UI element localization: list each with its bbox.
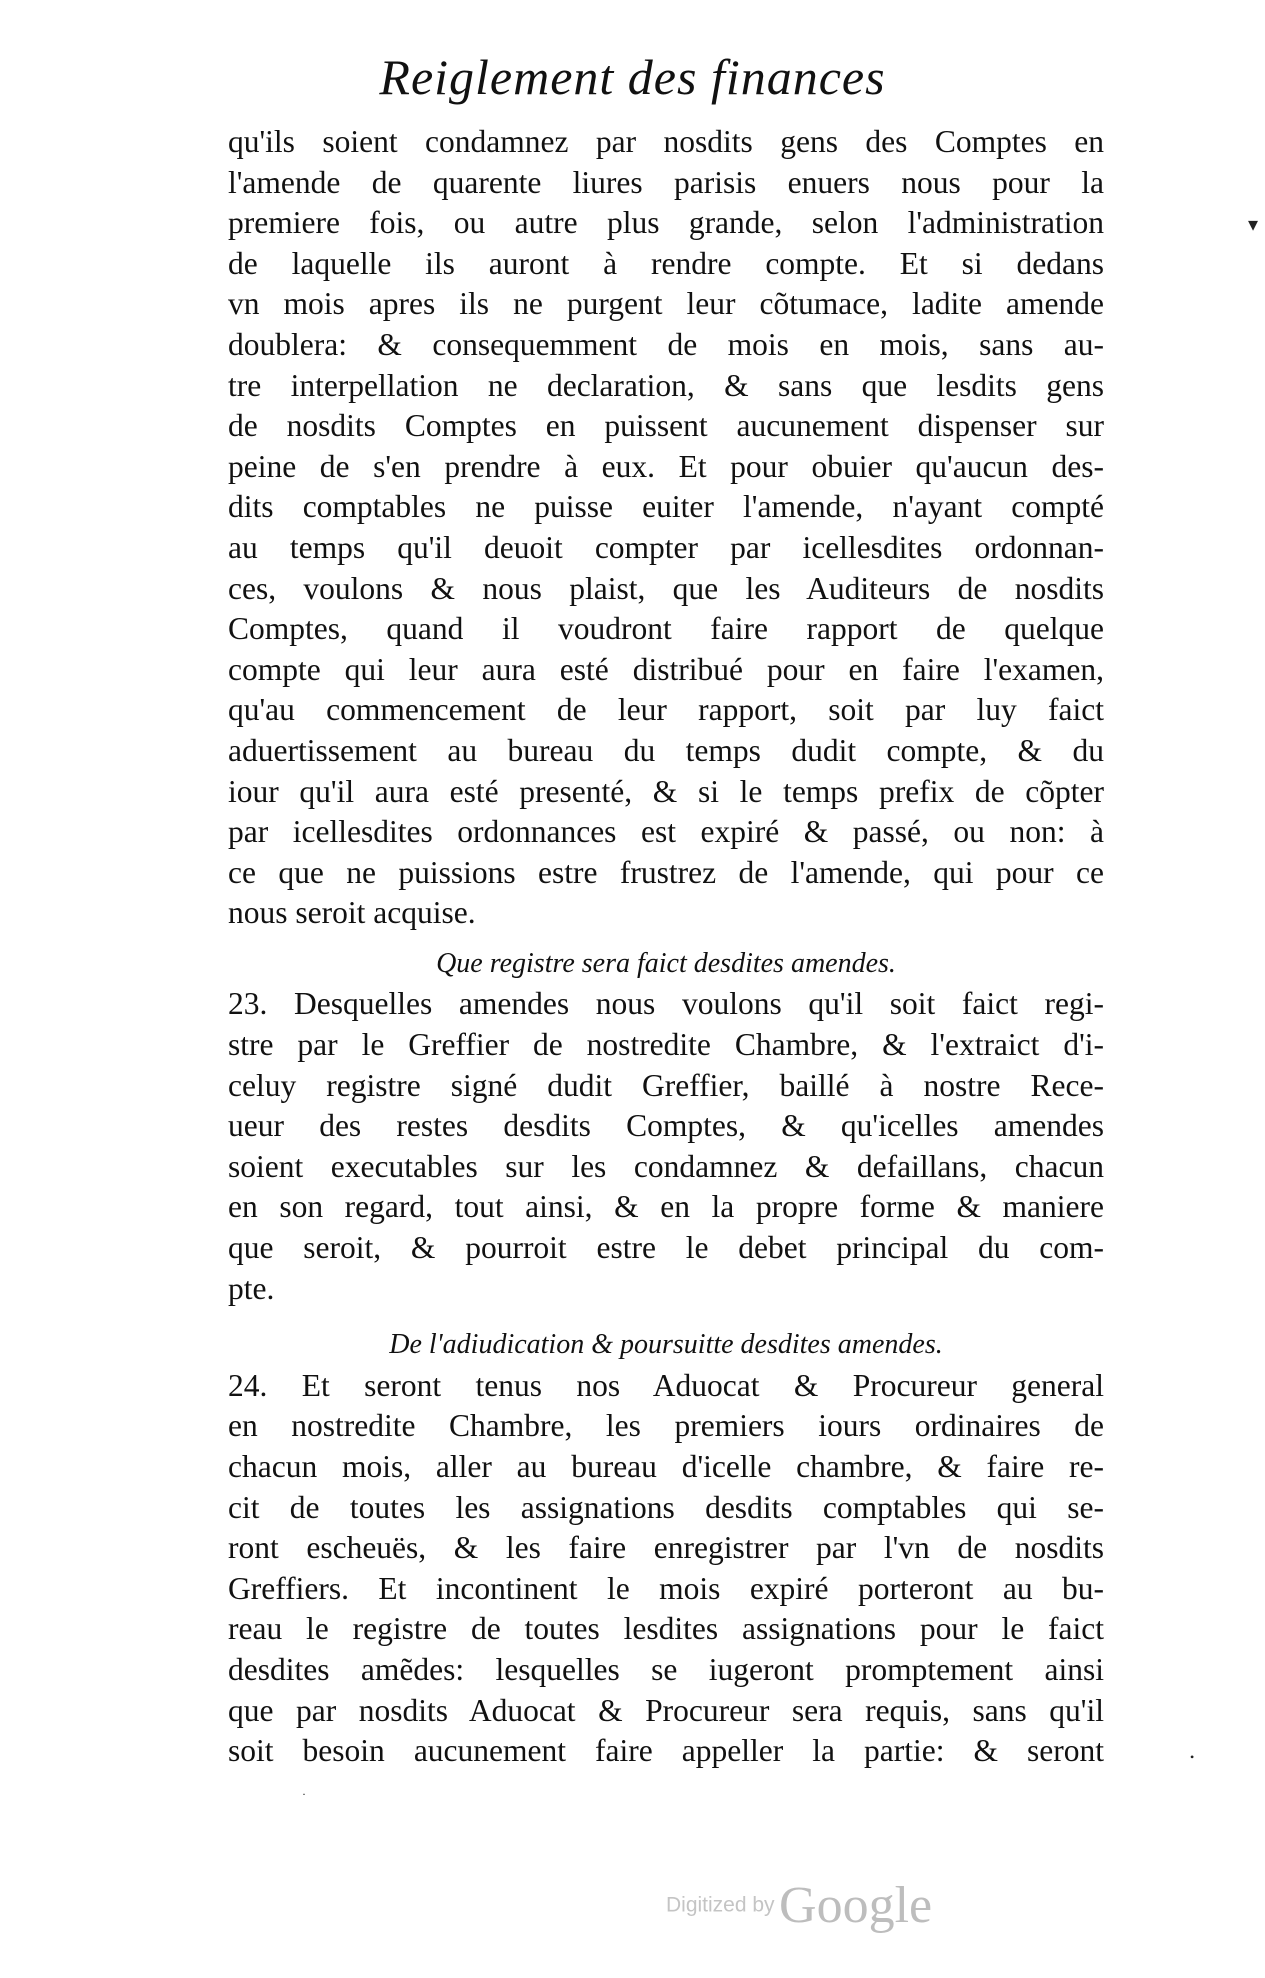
text-line: ront escheuës, & les faire enregistrer par l'vn de nosdits <box>228 1530 1104 1566</box>
text-line: par icellesdites ordonnances est expiré & passé, ou non: à <box>228 814 1104 850</box>
text-line: tre interpellation ne declaration, & sans que lesdits gens <box>228 367 1104 403</box>
text-line: premiere fois, ou autre plus grande, selon l'administration <box>228 205 1104 241</box>
scan-speck: ▾ <box>1248 214 1259 236</box>
text-line: Greffiers. Et incontinent le mois expiré porteront au bu- <box>228 1570 1104 1606</box>
text-line: 24. Et seront tenus nos Aduocat & Procureur general <box>228 1367 1104 1403</box>
text-line: 23. Desquelles amendes nous voulons qu'il soit faict regi- <box>228 986 1104 1022</box>
text-line: qu'ils soient condamnez par nosdits gens des Comptes en <box>228 124 1104 159</box>
text-line: ueur des restes desdits Comptes, & qu'icelles amendes <box>228 1108 1104 1144</box>
text-line: aduertissement au bureau du temps dudit compte, & du <box>228 732 1104 768</box>
text-line: soit besoin aucunement faire appeller la partie: & seront <box>228 1733 1104 1769</box>
text-line: ces, voulons & nous plaist, que les Auditeurs de nosdits <box>228 570 1104 606</box>
paragraph-24 <box>228 1366 1104 1772</box>
text-line: soient executables sur les condamnez & defaillans, chacun <box>228 1148 1104 1184</box>
text-line: de nosdits Comptes en puissent aucunement dispenser sur <box>228 408 1104 444</box>
text-line: compte qui leur aura esté distribué pour en faire l'examen, <box>228 651 1104 687</box>
text-line: peine de s'en prendre à eux. Et pour obuier qu'aucun des- <box>228 448 1104 484</box>
text-line: dits comptables ne puisse euiter l'amende, n'ayant compté <box>228 489 1104 525</box>
text-line: ce que ne puissions estre frustrez de l'amende, qui pour ce <box>228 854 1104 890</box>
text-line: stre par le Greffier de nostredite Chambre, & l'extraict d'i- <box>228 1027 1104 1063</box>
text-line: Comptes, quand il voudront faire rapport de quelque <box>228 611 1104 647</box>
text-line: qu'au commencement de leur rapport, soit par luy faict <box>228 692 1104 728</box>
text-line: pte. <box>228 1270 275 1306</box>
text-line: celuy registre signé dudit Greffier, baillé à nostre Rece- <box>228 1067 1104 1103</box>
text-line: que seroit, & pourroit estre le debet principal du com- <box>228 1230 1104 1266</box>
section-heading-adiudication: De l'adiudication & poursuitte desdites amendes. <box>389 1329 943 1361</box>
page-text-block <box>228 122 1104 1772</box>
text-line: l'amende de quarente liures parisis enuers nous pour la <box>228 164 1104 200</box>
scan-speck: · <box>302 1787 306 1801</box>
text-line: en nostredite Chambre, les premiers iours ordinaires de <box>228 1408 1104 1444</box>
text-line: que par nosdits Aduocat & Procureur sera requis, sans qu'il <box>228 1692 1104 1728</box>
digitized-by-google-watermark <box>666 1876 932 1935</box>
section-heading-registre: Que registre sera faict desdites amendes. <box>436 947 896 979</box>
text-line: en son regard, tout ainsi, & en la propre forme & maniere <box>228 1189 1104 1225</box>
text-line: chacun mois, aller au bureau d'icelle chambre, & faire re- <box>228 1449 1104 1484</box>
paragraph-23 <box>228 984 1104 1309</box>
text-line: desdites amẽdes: lesquelles se iugeront promptement ainsi <box>228 1651 1104 1687</box>
scan-speck: • <box>1190 1750 1195 1764</box>
running-head: Reiglement des finances <box>379 49 886 105</box>
text-line: iour qu'il aura esté presenté, & si le temps prefix de cõpter <box>228 773 1104 809</box>
text-line: doublera: & consequemment de mois en mois, sans au- <box>228 326 1104 362</box>
text-line: de laquelle ils auront à rendre compte. Et si dedans <box>228 245 1104 281</box>
watermark-prefix: Digitized by <box>666 1893 775 1917</box>
text-line: reau le registre de toutes lesdites assignations pour le faict <box>228 1611 1104 1647</box>
paragraph-22-continued <box>228 122 1104 934</box>
text-line: au temps qu'il deuoit compter par icellesdites ordonnan- <box>228 529 1104 565</box>
google-logo: Google <box>779 1877 933 1934</box>
text-line: cit de toutes les assignations desdits comptables qui se- <box>228 1489 1104 1525</box>
text-line: nous seroit acquise. <box>228 895 476 931</box>
text-line: vn mois apres ils ne purgent leur cõtumace, ladite amende <box>228 286 1104 322</box>
